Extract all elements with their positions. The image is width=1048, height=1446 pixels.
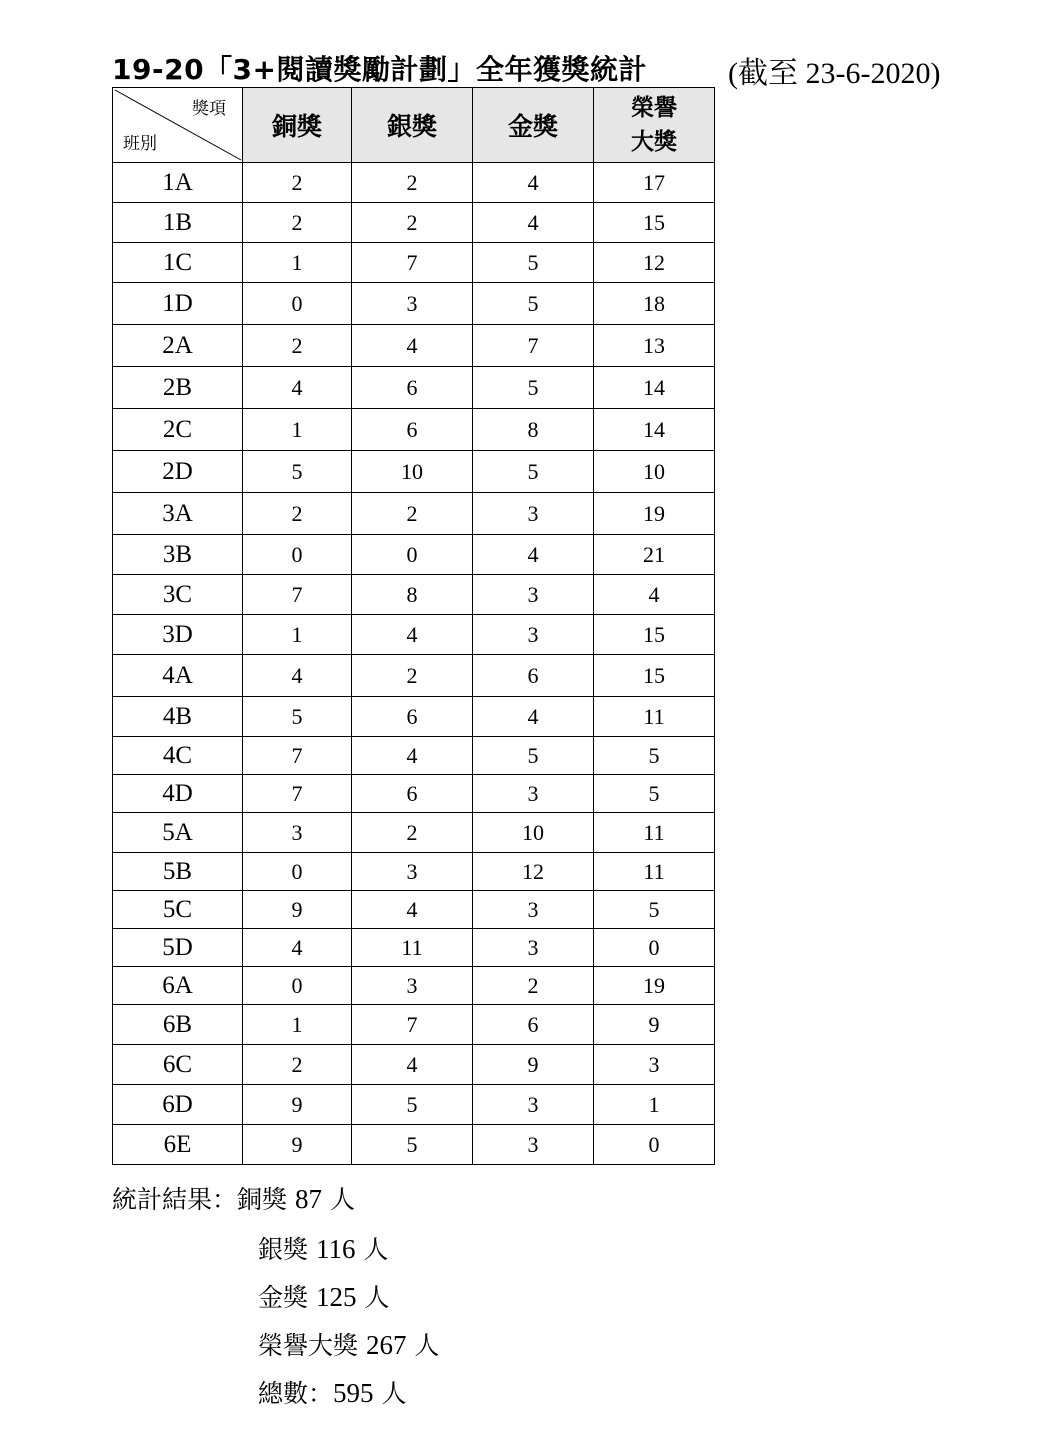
summary-bronze-label: 銅獎: [237, 1185, 288, 1214]
summary-unit: 人: [363, 1235, 389, 1264]
table-row: [113, 163, 715, 203]
class-cell: 6C: [113, 1045, 243, 1085]
column-header-silver: 銀獎: [352, 88, 473, 163]
count-cell: 3: [243, 813, 352, 853]
count-cell: 7: [473, 325, 594, 367]
title-row: [112, 44, 1012, 88]
summary-unit: 人: [414, 1331, 440, 1360]
count-cell: 9: [594, 1005, 715, 1045]
awards-table: [112, 87, 715, 1165]
as-of-date: (截至 23-6-2020): [728, 57, 941, 90]
count-cell: 15: [594, 615, 715, 655]
table-row: [113, 535, 715, 575]
class-cell: 6D: [113, 1085, 243, 1125]
count-cell: 3: [594, 1045, 715, 1085]
table-row: [113, 655, 715, 697]
class-cell: 5C: [113, 891, 243, 929]
count-cell: 5: [473, 451, 594, 493]
count-cell: 4: [243, 655, 352, 697]
summary-label: 統計結果：: [112, 1185, 238, 1214]
count-cell: 11: [352, 929, 473, 967]
count-cell: 1: [243, 1005, 352, 1045]
count-cell: 1: [594, 1085, 715, 1125]
count-cell: 5: [243, 451, 352, 493]
summary-gold-label: 金獎: [258, 1283, 309, 1312]
count-cell: 0: [243, 283, 352, 325]
class-cell: 1A: [113, 163, 243, 203]
count-cell: 5: [473, 283, 594, 325]
count-cell: 5: [594, 891, 715, 929]
count-cell: 10: [352, 451, 473, 493]
count-cell: 14: [594, 367, 715, 409]
summary-total-line: [258, 1374, 406, 1410]
count-cell: 9: [243, 891, 352, 929]
count-cell: 12: [594, 243, 715, 283]
table-row: [113, 929, 715, 967]
count-cell: 4: [594, 575, 715, 615]
class-cell: 4C: [113, 737, 243, 775]
summary-honour-value: 267: [365, 1330, 407, 1360]
count-cell: 5: [473, 243, 594, 283]
count-cell: 2: [352, 655, 473, 697]
count-cell: 21: [594, 535, 715, 575]
count-cell: 9: [243, 1085, 352, 1125]
table-row: [113, 737, 715, 775]
count-cell: 2: [243, 493, 352, 535]
count-cell: 5: [473, 367, 594, 409]
table-row: [113, 243, 715, 283]
table-row: [113, 409, 715, 451]
count-cell: 6: [352, 409, 473, 451]
count-cell: 5: [352, 1125, 473, 1165]
table-row: [113, 1005, 715, 1045]
table-row: [113, 575, 715, 615]
table-header-row: [113, 88, 715, 163]
column-header-bronze: 銅獎: [243, 88, 352, 163]
count-cell: 4: [473, 163, 594, 203]
count-cell: 17: [594, 163, 715, 203]
count-cell: 3: [473, 775, 594, 813]
count-cell: 2: [352, 493, 473, 535]
count-cell: 8: [352, 575, 473, 615]
count-cell: 3: [473, 615, 594, 655]
table-row: [113, 367, 715, 409]
table-row: [113, 891, 715, 929]
count-cell: 15: [594, 203, 715, 243]
count-cell: 9: [243, 1125, 352, 1165]
table-body: [113, 163, 715, 1165]
table-row: [113, 697, 715, 737]
count-cell: 3: [473, 493, 594, 535]
count-cell: 2: [243, 163, 352, 203]
count-cell: 1: [243, 615, 352, 655]
summary-unit: 人: [329, 1185, 355, 1214]
count-cell: 7: [243, 775, 352, 813]
count-cell: 11: [594, 813, 715, 853]
summary-silver-value: 116: [315, 1234, 356, 1264]
count-cell: 1: [243, 243, 352, 283]
summary-unit: 人: [381, 1379, 407, 1408]
count-cell: 12: [473, 853, 594, 891]
class-cell: 2D: [113, 451, 243, 493]
summary-total-label: 總數：: [258, 1379, 334, 1408]
table-row: [113, 1045, 715, 1085]
table-row: [113, 1125, 715, 1165]
count-cell: 11: [594, 853, 715, 891]
summary-honour-label: 榮譽大獎: [258, 1331, 359, 1360]
summary-bronze-line: [112, 1180, 355, 1216]
count-cell: 2: [243, 325, 352, 367]
class-cell: 5B: [113, 853, 243, 891]
page-title: 19-20「3+閱讀獎勵計劃」全年獲獎統計: [112, 53, 647, 86]
count-cell: 13: [594, 325, 715, 367]
class-cell: 1C: [113, 243, 243, 283]
table-row: [113, 615, 715, 655]
summary-gold-value: 125: [315, 1282, 357, 1312]
count-cell: 2: [243, 203, 352, 243]
class-cell: 3B: [113, 535, 243, 575]
class-cell: 4B: [113, 697, 243, 737]
count-cell: 7: [243, 575, 352, 615]
count-cell: 6: [473, 1005, 594, 1045]
count-cell: 5: [243, 697, 352, 737]
column-header-honour-line2: 大獎: [631, 129, 677, 155]
count-cell: 5: [594, 775, 715, 813]
count-cell: 19: [594, 493, 715, 535]
column-header-gold: 金獎: [473, 88, 594, 163]
count-cell: 7: [243, 737, 352, 775]
count-cell: 3: [473, 929, 594, 967]
summary-unit: 人: [364, 1283, 390, 1312]
count-cell: 3: [473, 1125, 594, 1165]
table-row: [113, 967, 715, 1005]
count-cell: 4: [352, 1045, 473, 1085]
table-row: [113, 1085, 715, 1125]
class-cell: 1D: [113, 283, 243, 325]
count-cell: 0: [352, 535, 473, 575]
count-cell: 2: [473, 967, 594, 1005]
count-cell: 9: [473, 1045, 594, 1085]
table-row: [113, 283, 715, 325]
count-cell: 6: [352, 697, 473, 737]
count-cell: 3: [473, 1085, 594, 1125]
corner-header-cell: [113, 88, 243, 163]
class-cell: 3A: [113, 493, 243, 535]
table-row: [113, 203, 715, 243]
class-cell: 5A: [113, 813, 243, 853]
class-cell: 2A: [113, 325, 243, 367]
class-cell: 1B: [113, 203, 243, 243]
count-cell: 4: [473, 535, 594, 575]
count-cell: 2: [243, 1045, 352, 1085]
corner-label-award: 獎項: [192, 99, 226, 119]
count-cell: 2: [352, 203, 473, 243]
table-row: [113, 493, 715, 535]
count-cell: 3: [352, 967, 473, 1005]
count-cell: 5: [594, 737, 715, 775]
count-cell: 7: [352, 1005, 473, 1045]
count-cell: 11: [594, 697, 715, 737]
count-cell: 1: [243, 409, 352, 451]
class-cell: 4A: [113, 655, 243, 697]
count-cell: 4: [243, 929, 352, 967]
class-cell: 3D: [113, 615, 243, 655]
count-cell: 2: [352, 813, 473, 853]
count-cell: 10: [473, 813, 594, 853]
count-cell: 4: [352, 615, 473, 655]
count-cell: 4: [473, 697, 594, 737]
summary-silver-line: [258, 1230, 388, 1266]
count-cell: 0: [594, 929, 715, 967]
summary-honour-line: [258, 1326, 439, 1362]
count-cell: 8: [473, 409, 594, 451]
count-cell: 3: [473, 891, 594, 929]
count-cell: 0: [243, 967, 352, 1005]
count-cell: 0: [243, 535, 352, 575]
column-header-honour: [594, 88, 715, 163]
class-cell: 6A: [113, 967, 243, 1005]
table-row: [113, 813, 715, 853]
count-cell: 0: [243, 853, 352, 891]
count-cell: 6: [352, 367, 473, 409]
count-cell: 6: [352, 775, 473, 813]
summary-bronze-value: 87: [294, 1184, 322, 1214]
class-cell: 6E: [113, 1125, 243, 1165]
class-cell: 5D: [113, 929, 243, 967]
table-row: [113, 451, 715, 493]
count-cell: 15: [594, 655, 715, 697]
table-row: [113, 325, 715, 367]
corner-label-class: 班別: [123, 134, 157, 154]
summary-total-value: 595: [333, 1378, 374, 1408]
summary-silver-label: 銀獎: [258, 1235, 309, 1264]
count-cell: 4: [352, 325, 473, 367]
count-cell: 4: [243, 367, 352, 409]
table-row: [113, 853, 715, 891]
class-cell: 6B: [113, 1005, 243, 1045]
class-cell: 2B: [113, 367, 243, 409]
count-cell: 6: [473, 655, 594, 697]
count-cell: 7: [352, 243, 473, 283]
count-cell: 3: [352, 283, 473, 325]
count-cell: 18: [594, 283, 715, 325]
count-cell: 3: [473, 575, 594, 615]
count-cell: 10: [594, 451, 715, 493]
count-cell: 4: [352, 737, 473, 775]
class-cell: 4D: [113, 775, 243, 813]
count-cell: 14: [594, 409, 715, 451]
column-header-honour-line1: 榮譽: [631, 95, 677, 121]
count-cell: 19: [594, 967, 715, 1005]
count-cell: 0: [594, 1125, 715, 1165]
count-cell: 3: [352, 853, 473, 891]
count-cell: 2: [352, 163, 473, 203]
count-cell: 4: [352, 891, 473, 929]
table-row: [113, 775, 715, 813]
class-cell: 3C: [113, 575, 243, 615]
count-cell: 5: [473, 737, 594, 775]
count-cell: 4: [473, 203, 594, 243]
summary-gold-line: [258, 1278, 389, 1314]
count-cell: 5: [352, 1085, 473, 1125]
class-cell: 2C: [113, 409, 243, 451]
